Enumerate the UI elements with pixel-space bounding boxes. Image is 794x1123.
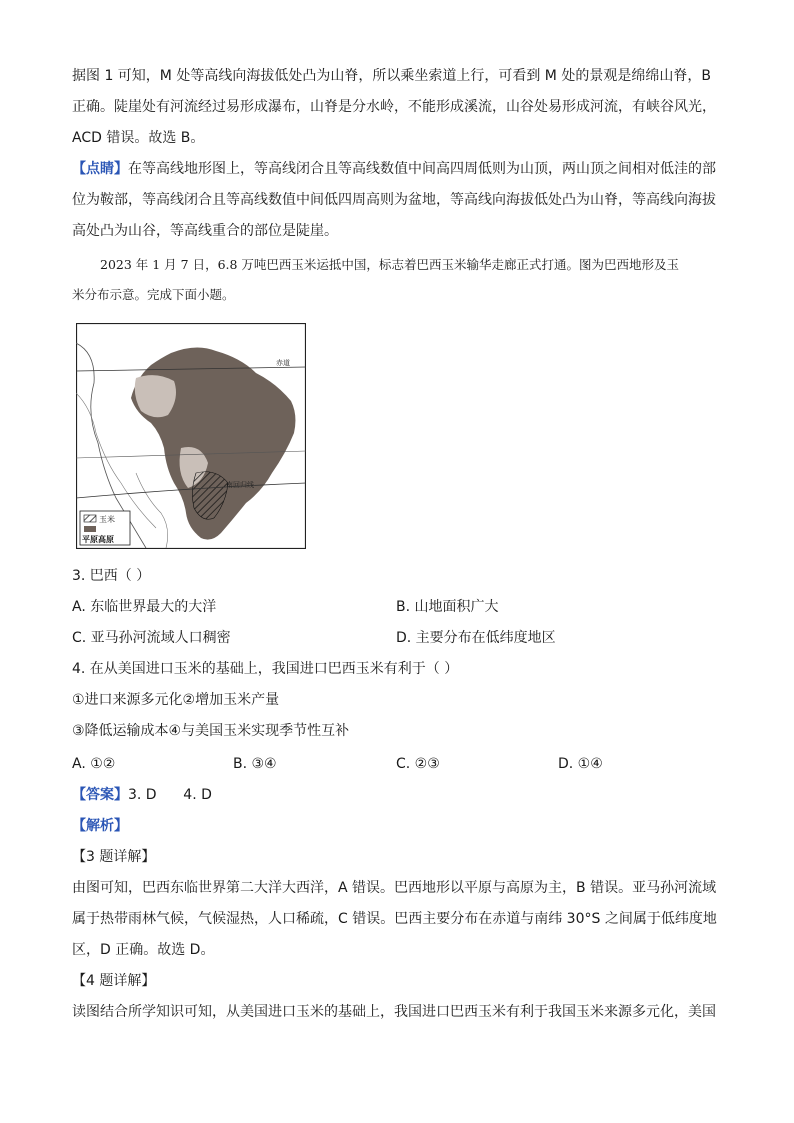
answer-line [72, 785, 212, 805]
q4-option-b: B. ③④ [233, 756, 277, 772]
q4detail-label: 【4 题详解】 [72, 973, 156, 989]
answer-label: 【答案】 [72, 787, 128, 803]
dianjing-line3: 高处凸为山谷，等高线重合的部位是陡崖。 [72, 223, 338, 239]
intro-line2: 米分布示意。完成下面小题。 [72, 287, 235, 302]
brazil-map [76, 323, 306, 549]
dianjing-line1 [72, 159, 716, 179]
dianjing-label: 【点睛】 [72, 161, 128, 177]
q4detail-line1: 读图结合所学知识可知，从美国进口玉米的基础上，我国进口巴西玉米有利于我国玉米来源多元化，美国 [72, 1004, 716, 1020]
equator-label: 赤道 [276, 359, 290, 367]
q3-option-c: C. 亚马孙河流域人口稠密 [72, 630, 231, 646]
para1-line1: 据图 1 可知，M 处等高线向海拔低处凸为山脊，所以乘坐索道上行，可看到 M 处的景观是绵绵山脊，B [72, 68, 711, 84]
q3detail-line3: 区，D 正确。故选 D。 [72, 942, 215, 958]
q3-option-d: D. 主要分布在低纬度地区 [396, 630, 556, 646]
q4-choices-1: ①进口来源多元化②增加玉米产量 [72, 692, 280, 708]
tropic-label: 南回归线 [226, 481, 254, 489]
para1-line2: 正确。陡崖处有河流经过易形成瀑布，山脊是分水岭，不能形成溪流，山谷处易形成河流，有峡谷风光， [72, 99, 716, 115]
q3detail-line2: 属于热带雨林气候，气候湿热，人口稀疏，C 错误。巴西主要分布在赤道与南纬 30°S 之间属于低纬度地 [72, 911, 717, 927]
para1-line3: ACD 错误。故选 B。 [72, 130, 205, 146]
q3detail-label: 【3 题详解】 [72, 849, 156, 865]
analysis-label: 【解析】 [72, 818, 128, 834]
dianjing-text1: 在等高线地形图上，等高线闭合且等高线数值中间高四周低则为山顶，两山顶之间相对低洼的部 [128, 161, 716, 177]
analysis-line [72, 816, 128, 836]
intro-line1: 2023 年 1 月 7 日，6.8 万吨巴西玉米运抵中国，标志着巴西玉米输华走廊正式打通。图为巴西地形及玉 [100, 257, 679, 272]
legend-corn-swatch [84, 515, 96, 522]
q4-option-d: D. ①④ [558, 756, 603, 772]
legend-plain-label: 平原高原 [82, 535, 114, 544]
legend-corn-label: 玉米 [99, 515, 115, 524]
q3-option-b: B. 山地面积广大 [396, 599, 499, 615]
brazil-map-figure [76, 323, 306, 549]
dianjing-line2: 位为鞍部，等高线闭合且等高线数值中间低四周高则为盆地，等高线向海拔低处凸为山脊，等高线向海拔 [72, 192, 716, 208]
q4-option-a: A. ①② [72, 756, 116, 772]
legend-plain-swatch [84, 526, 96, 532]
q4-choices-2: ③降低运输成本④与美国玉米实现季节性互补 [72, 723, 350, 739]
q3detail-line1: 由图可知，巴西东临世界第二大洋大西洋，A 错误。巴西地形以平原与高原为主，B 错误。亚马孙河流域 [72, 880, 717, 896]
q4-option-c: C. ②③ [396, 756, 440, 772]
answer-text: 3. D 4. D [128, 787, 212, 803]
q3-option-a: A. 东临世界最大的大洋 [72, 599, 217, 615]
q4-stem: 4. 在从美国进口玉米的基础上，我国进口巴西玉米有利于（ ） [72, 661, 459, 677]
q3-stem: 3. 巴西（ ） [72, 568, 151, 584]
